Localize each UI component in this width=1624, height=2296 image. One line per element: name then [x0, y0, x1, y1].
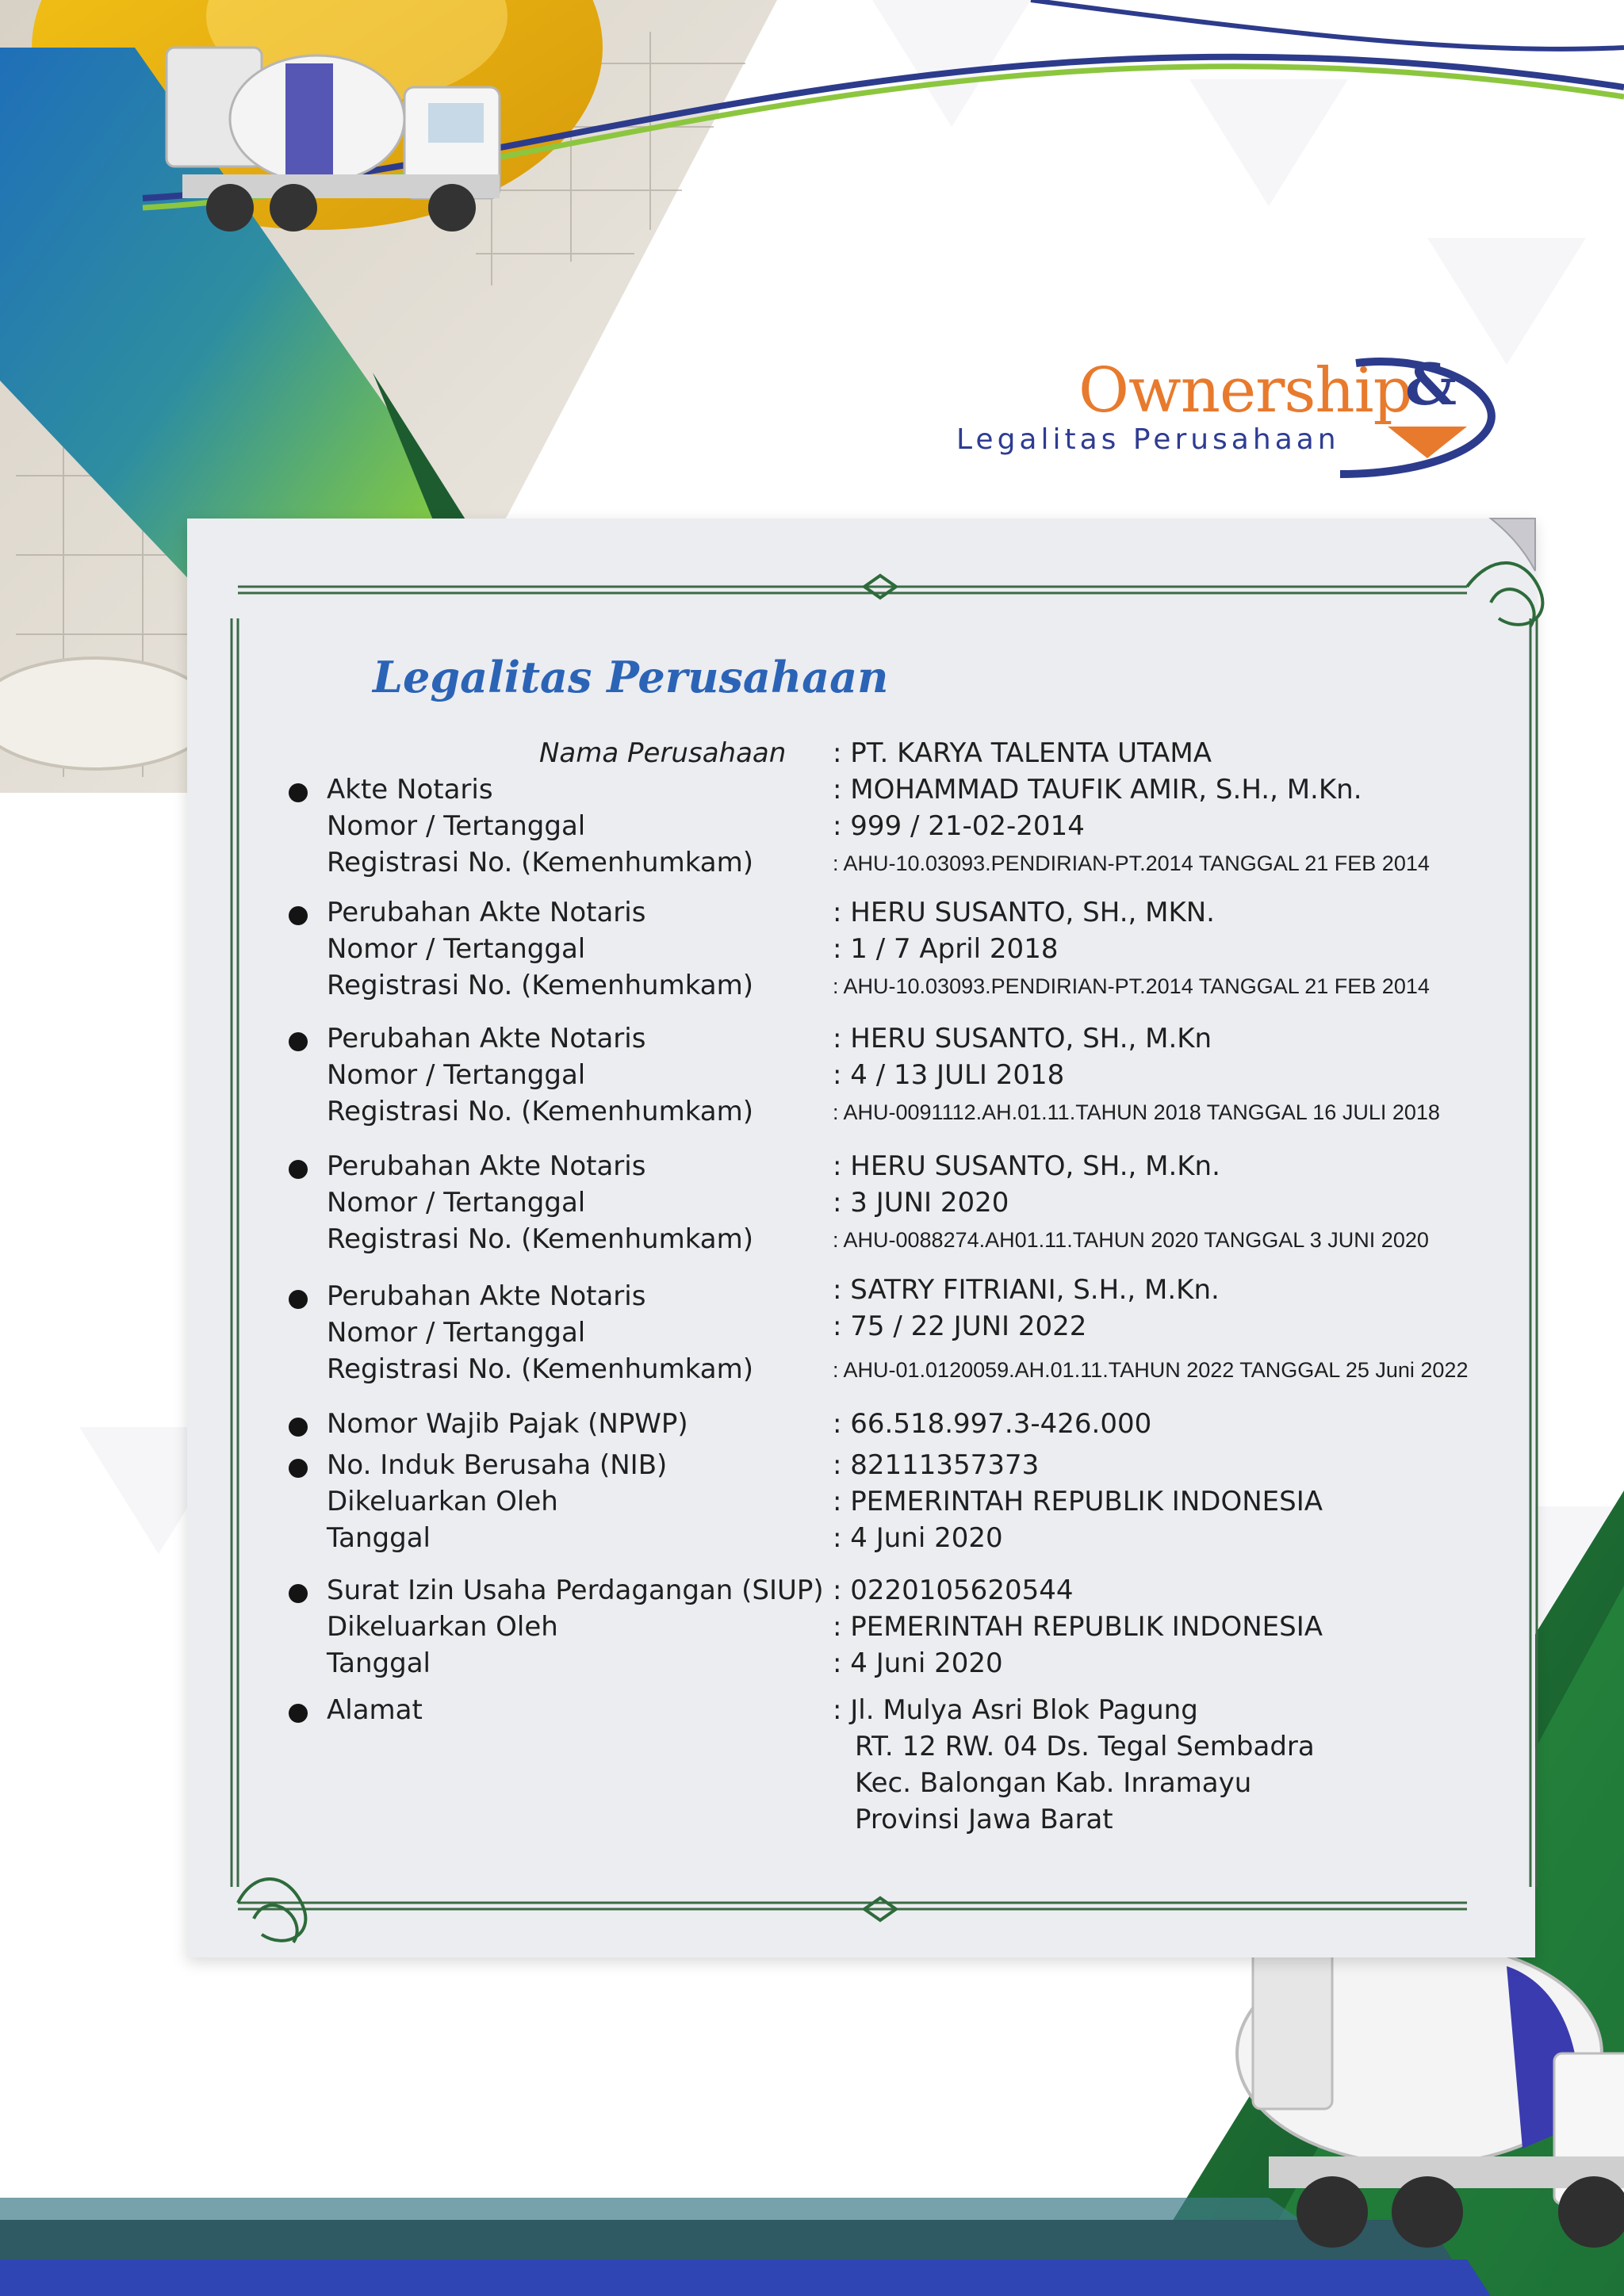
detail-value: : HERU SUSANTO, SH., M.Kn: [833, 1023, 1212, 1054]
detail-value: : 0220105620544: [833, 1575, 1074, 1606]
detail-value: : MOHAMMAD TAUFIK AMIR, S.H., M.Kn.: [833, 774, 1362, 806]
detail-value: : 4 / 13 JULI 2018: [833, 1059, 1065, 1091]
detail-value: : 66.518.997.3-426.000: [833, 1408, 1152, 1440]
address-value: Kec. Balongan Kab. Inramayu: [855, 1767, 1252, 1799]
detail-label: No. Induk Berusaha (NIB): [327, 1449, 668, 1481]
detail-label: Dikeluarkan Oleh: [327, 1486, 558, 1517]
bullet-icon: [289, 1418, 308, 1437]
detail-label: Perubahan Akte Notaris: [327, 897, 646, 928]
detail-row: [0, 1274, 1624, 1317]
detail-value: : AHU-01.0120059.AH.01.11.TAHUN 2022 TANGGAL 25 Juni 2022: [833, 1358, 1469, 1382]
detail-row: [0, 1647, 1624, 1684]
bullet-icon: [289, 1290, 308, 1309]
bullet-icon: [289, 906, 308, 925]
bullet-icon: [289, 1160, 308, 1179]
detail-row: [0, 1096, 1624, 1132]
detail-row: [0, 1311, 1624, 1353]
detail-row: [0, 933, 1624, 970]
detail-label: Perubahan Akte Notaris: [327, 1023, 646, 1054]
bullet-icon: [289, 783, 308, 802]
detail-value: : 3 JUNI 2020: [833, 1187, 1009, 1219]
detail-row: [0, 774, 1624, 810]
detail-label: Registrasi No. (Kemenhumkam): [327, 970, 754, 1001]
detail-value: : AHU-10.03093.PENDIRIAN-PT.2014 TANGGAL 21 FEB 2014: [833, 851, 1430, 875]
company-label: Nama Perusahaan: [539, 737, 787, 769]
detail-label: Surat Izin Usaha Perdagangan (SIUP): [327, 1575, 824, 1606]
detail-row: [0, 1150, 1624, 1187]
detail-row: [0, 1059, 1624, 1096]
detail-label: Nomor / Tertanggal: [327, 1187, 586, 1219]
logo-title: Ownership: [1078, 355, 1412, 427]
detail-row: [0, 897, 1624, 933]
company-value: : PT. KARYA TALENTA UTAMA: [833, 737, 1212, 769]
detail-row: [0, 1223, 1624, 1260]
detail-value: : SATRY FITRIANI, S.H., M.Kn.: [833, 1274, 1220, 1306]
detail-label: Nomor / Tertanggal: [327, 1059, 586, 1091]
detail-label: Registrasi No. (Kemenhumkam): [327, 1353, 754, 1385]
detail-label: Akte Notaris: [327, 774, 493, 806]
bullet-icon: [289, 1584, 308, 1603]
detail-row: [0, 1611, 1624, 1647]
detail-value: : HERU SUSANTO, SH., MKN.: [833, 897, 1215, 928]
detail-value: : AHU-10.03093.PENDIRIAN-PT.2014 TANGGAL 21 FEB 2014: [833, 974, 1430, 998]
detail-label: Nomor Wajib Pajak (NPWP): [327, 1408, 688, 1440]
detail-row: [0, 1522, 1624, 1559]
address-value: Provinsi Jawa Barat: [855, 1804, 1113, 1835]
detail-value: : 4 Juni 2020: [833, 1522, 1003, 1554]
bullet-icon: [289, 1704, 308, 1723]
detail-value: : AHU-0088274.AH01.11.TAHUN 2020 TANGGAL 3 JUNI 2020: [833, 1228, 1429, 1252]
detail-value: : PEMERINTAH REPUBLIK INDONESIA: [833, 1486, 1323, 1517]
detail-label: Nomor / Tertanggal: [327, 933, 586, 965]
detail-label: Nomor / Tertanggal: [327, 1317, 586, 1349]
bullet-icon: [289, 1459, 308, 1478]
detail-value: : AHU-0091112.AH.01.11.TAHUN 2018 TANGGAL 16 JULI 2018: [833, 1100, 1440, 1124]
detail-row: [0, 1575, 1624, 1611]
detail-row: [0, 1023, 1624, 1059]
detail-label: Tanggal: [327, 1647, 431, 1679]
detail-row: [0, 810, 1624, 847]
detail-row: [0, 1408, 1624, 1445]
detail-value: : 999 / 21-02-2014: [833, 810, 1085, 842]
company-row: [0, 737, 1624, 774]
detail-value: : Jl. Mulya Asri Blok Pagung: [833, 1694, 1198, 1726]
address-value: RT. 12 RW. 04 Ds. Tegal Sembadra: [855, 1731, 1315, 1762]
detail-label: Perubahan Akte Notaris: [327, 1280, 646, 1312]
logo-ampersand: &: [1405, 350, 1457, 418]
address-line: [0, 1804, 1624, 1840]
detail-row: [0, 1486, 1624, 1522]
detail-label: Registrasi No. (Kemenhumkam): [327, 1223, 754, 1255]
detail-label: Nomor / Tertanggal: [327, 810, 586, 842]
detail-label: Tanggal: [327, 1522, 431, 1554]
detail-value: : 75 / 22 JUNI 2022: [833, 1311, 1087, 1342]
detail-label: Perubahan Akte Notaris: [327, 1150, 646, 1182]
detail-label: Alamat: [327, 1694, 423, 1726]
detail-value: : PEMERINTAH REPUBLIK INDONESIA: [833, 1611, 1323, 1643]
detail-label: Registrasi No. (Kemenhumkam): [327, 1096, 754, 1127]
detail-value: : 82111357373: [833, 1449, 1040, 1481]
detail-label: Dikeluarkan Oleh: [327, 1611, 558, 1643]
detail-row: [0, 1353, 1624, 1390]
address-line: [0, 1731, 1624, 1767]
detail-value: : 4 Juni 2020: [833, 1647, 1003, 1679]
detail-row: [0, 847, 1624, 883]
address-line: [0, 1767, 1624, 1804]
detail-value: : 1 / 7 April 2018: [833, 933, 1059, 965]
logo-subtitle: Legalitas Perusahaan: [956, 423, 1340, 456]
detail-row: [0, 1187, 1624, 1223]
detail-row: [0, 1694, 1624, 1731]
page-title: Legalitas Perusahaan: [373, 652, 889, 702]
bullet-icon: [289, 1032, 308, 1051]
detail-label: Registrasi No. (Kemenhumkam): [327, 847, 754, 878]
detail-value: : HERU SUSANTO, SH., M.Kn.: [833, 1150, 1220, 1182]
detail-row: [0, 970, 1624, 1006]
detail-row: [0, 1449, 1624, 1486]
